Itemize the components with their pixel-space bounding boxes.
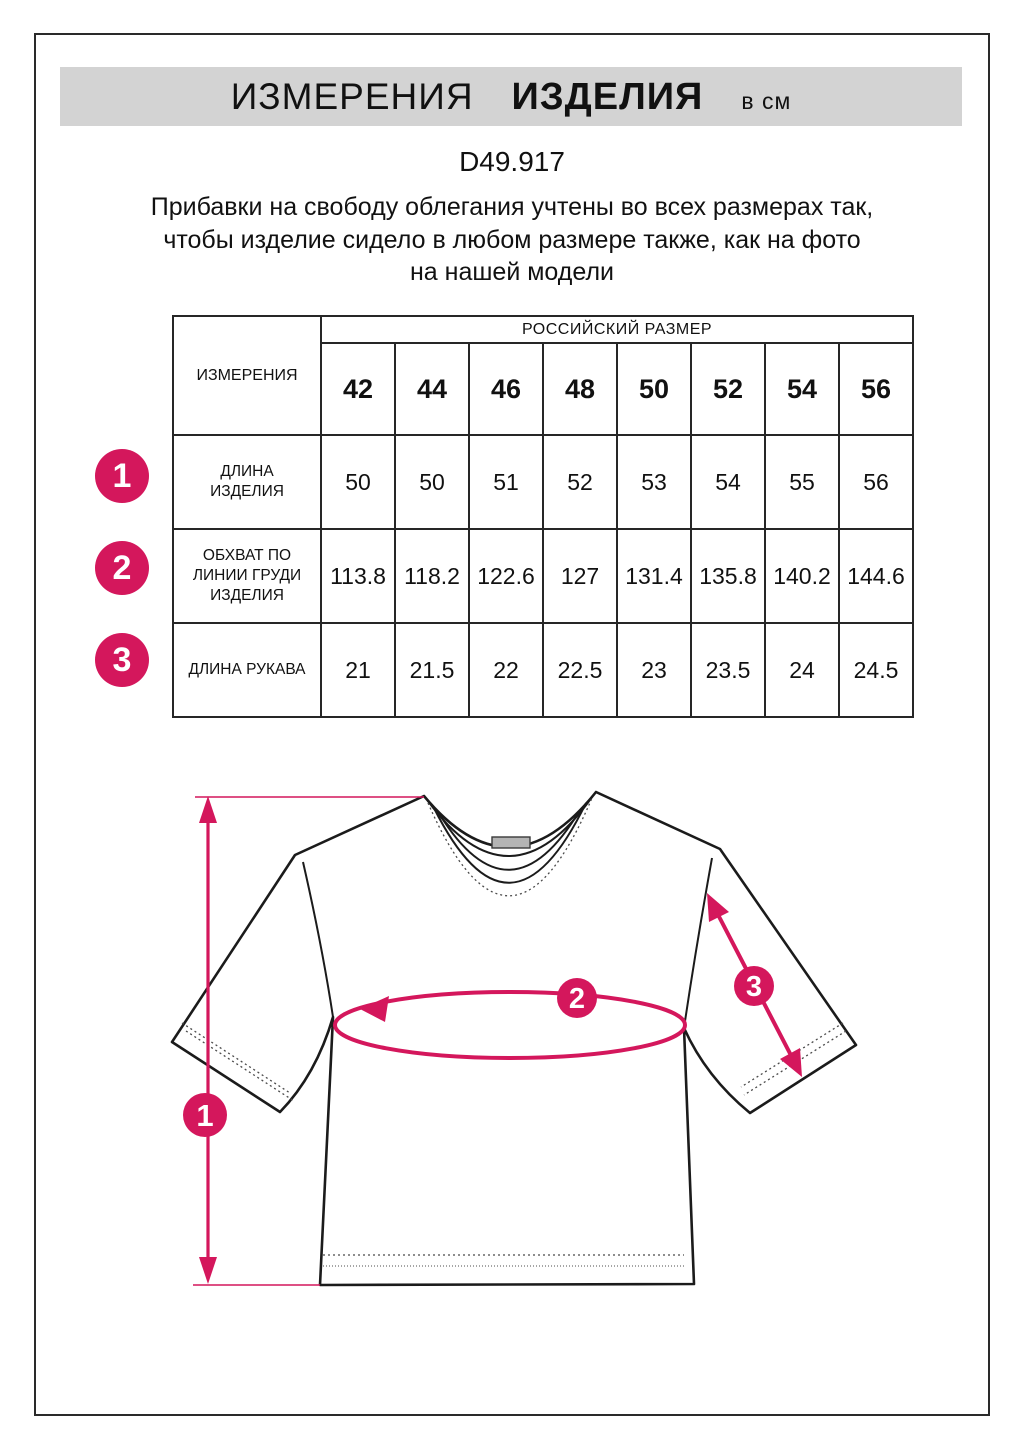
size-table: [172, 315, 914, 718]
tshirt-outline: [172, 792, 856, 1285]
size-header: 50: [617, 343, 691, 435]
value-cell: 23.5: [691, 623, 765, 717]
intro-text: [0, 191, 1024, 289]
value-cell: 24.5: [839, 623, 913, 717]
table-row-length: [173, 435, 913, 529]
arrowhead-down: [199, 1257, 217, 1284]
row-label: ОБХВАТ ПО ЛИНИИ ГРУДИ ИЗДЕЛИЯ: [173, 529, 321, 623]
intro-line: Прибавки на свободу облегания учтены во всех размерах так,: [150, 193, 874, 221]
size-header: 44: [395, 343, 469, 435]
neck-label: [492, 837, 530, 848]
measure-badge-1: 1: [95, 449, 149, 503]
value-cell: 24: [765, 623, 839, 717]
table-group-row: [173, 316, 913, 343]
value-cell: 52: [543, 435, 617, 529]
measure-badge-2: 2: [95, 541, 149, 595]
diagram-badge-1-num: 1: [196, 1098, 214, 1133]
value-cell: 21: [321, 623, 395, 717]
value-cell: 51: [469, 435, 543, 529]
size-header: 48: [543, 343, 617, 435]
value-cell: 113.8: [321, 529, 395, 623]
value-cell: 50: [321, 435, 395, 529]
tshirt-measurement-diagram: [140, 775, 920, 1345]
page-title-emphasis: ИЗДЕЛИЯ: [511, 76, 704, 118]
page-title: ИЗМЕРЕНИЯ: [230, 76, 474, 117]
value-cell: 135.8: [691, 529, 765, 623]
value-cell: 50: [395, 435, 469, 529]
intro-line: на нашей модели: [410, 258, 614, 286]
value-cell: 144.6: [839, 529, 913, 623]
size-header: 42: [321, 343, 395, 435]
size-header: 46: [469, 343, 543, 435]
size-header: 54: [765, 343, 839, 435]
value-cell: 55: [765, 435, 839, 529]
size-header: 52: [691, 343, 765, 435]
value-cell: 21.5: [395, 623, 469, 717]
row-label: ДЛИНА РУКАВА: [173, 623, 321, 717]
title-bar: [60, 67, 962, 126]
value-cell: 56: [839, 435, 913, 529]
title-units: в см: [741, 88, 792, 114]
value-cell: 118.2: [395, 529, 469, 623]
value-cell: 122.6: [469, 529, 543, 623]
value-cell: 140.2: [765, 529, 839, 623]
intro-line: чтобы изделие сидело в любом размере также, как на фото: [163, 225, 861, 254]
model-code: D49.917: [459, 146, 565, 177]
diagram-badge-2-num: 2: [568, 983, 586, 1015]
value-cell: 22.5: [543, 623, 617, 717]
value-cell: 131.4: [617, 529, 691, 623]
measure-badge-3: 3: [95, 633, 149, 687]
row-label: ДЛИНА ИЗДЕЛИЯ: [173, 435, 321, 529]
value-cell: 22: [469, 623, 543, 717]
table-row-sleeve: [173, 623, 913, 717]
diagram-badge-3-num: 3: [745, 971, 763, 1003]
value-cell: 127: [543, 529, 617, 623]
table-row-chest: [173, 529, 913, 623]
size-header: 56: [839, 343, 913, 435]
value-cell: 23: [617, 623, 691, 717]
table-corner-label: ИЗМЕРЕНИЯ: [173, 316, 321, 435]
table-group-header: РОССИЙСКИЙ РАЗМЕР: [321, 316, 913, 343]
arrowhead-up: [199, 796, 217, 823]
value-cell: 53: [617, 435, 691, 529]
value-cell: 54: [691, 435, 765, 529]
